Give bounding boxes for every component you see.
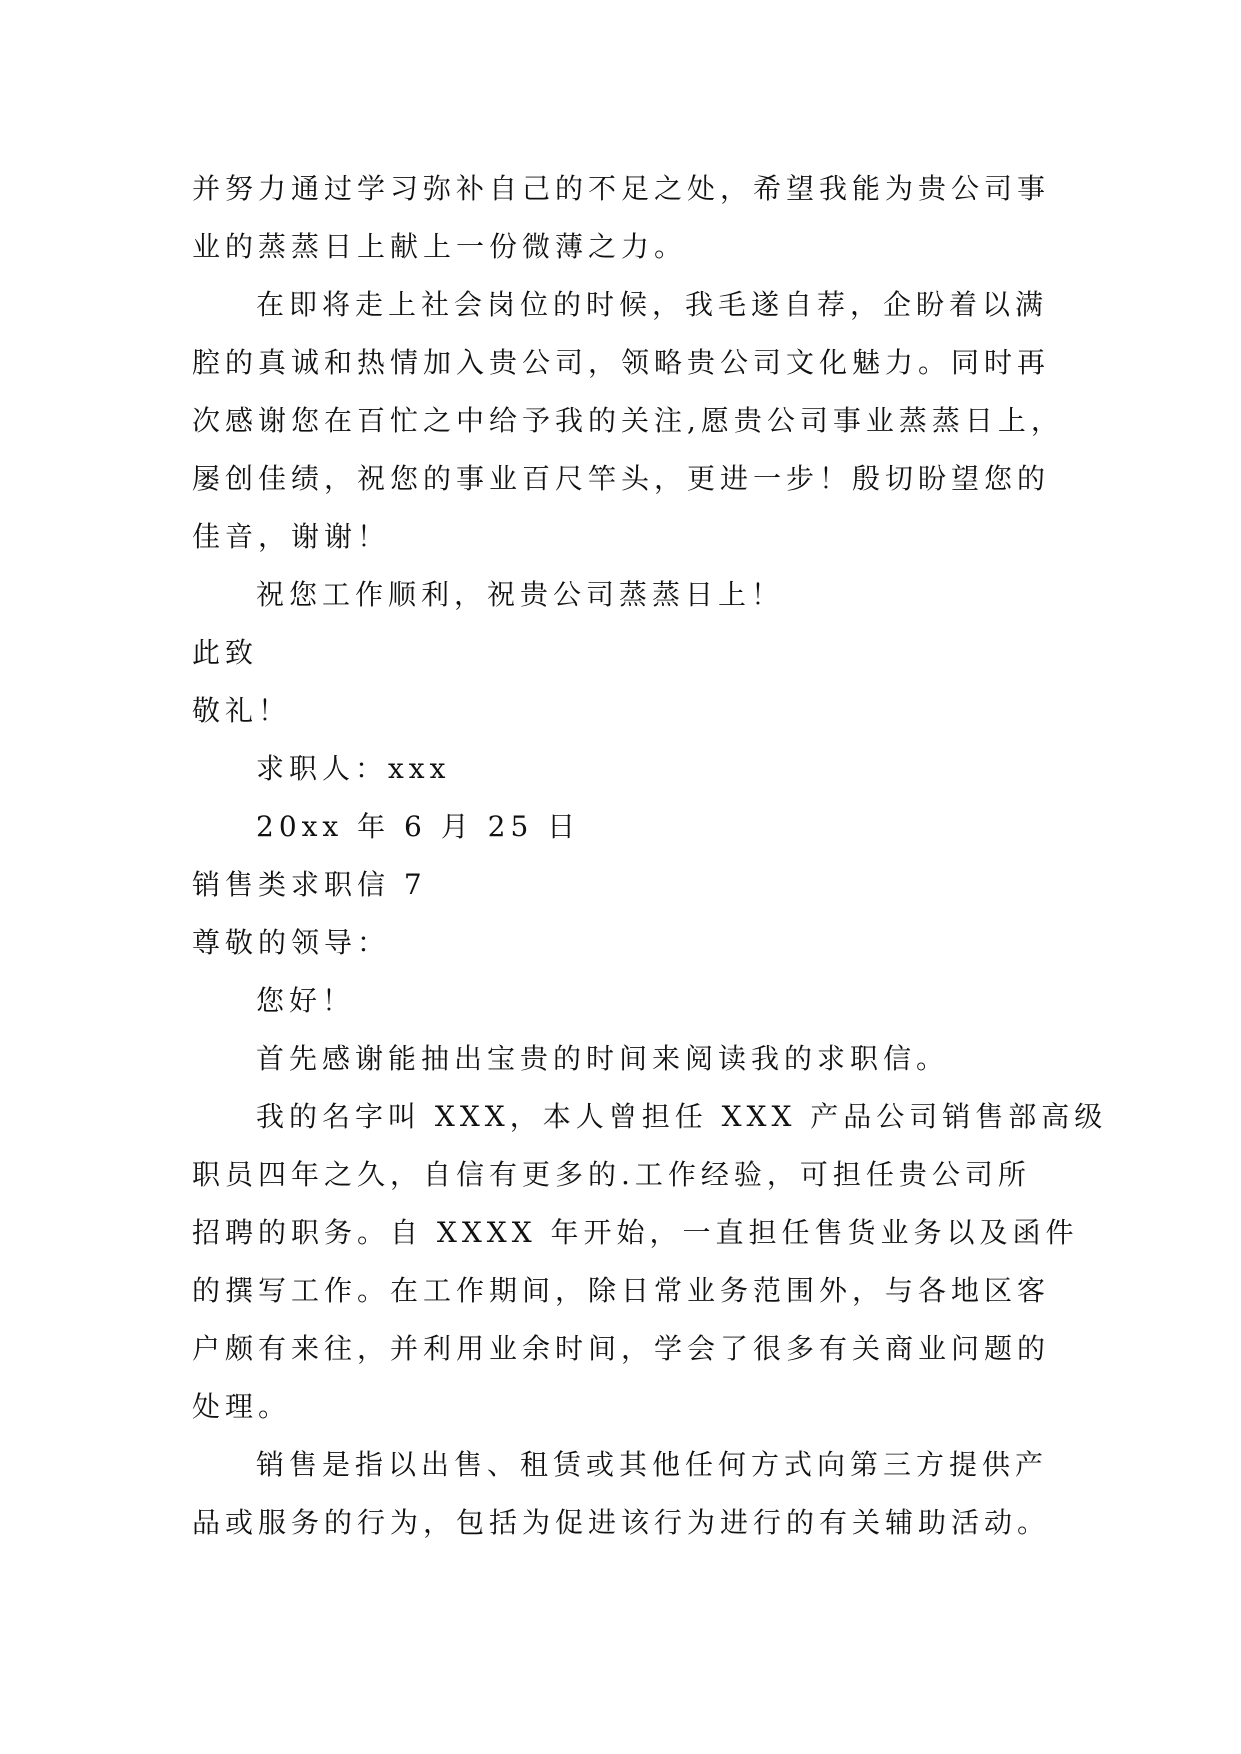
salutation-closing: 此致 [192,636,259,669]
text-line: 您好！ [256,984,356,1017]
text-line: 业的蒸蒸日上献上一份微薄之力。 [192,230,688,263]
text-line: 屡创佳绩，祝您的事业百尺竿头，更进一步！殷切盼望您的 [192,462,1051,495]
text-line: 招聘的职务。自 XXXX 年开始，一直担任售货业务以及函件 [192,1216,1079,1249]
text-line: 品或服务的行为，包括为促进该行为进行的有关辅助活动。 [192,1506,1051,1539]
text-line: 腔的真诚和热情加入贵公司，领略贵公司文化魅力。同时再 [192,346,1051,379]
text-line: 的撰写工作。在工作期间，除日常业务范围外，与各地区客 [192,1274,1051,1307]
text-line: 在即将走上社会岗位的时候，我毛遂自荐，企盼着以满 [256,288,1049,321]
greeting-line: 尊敬的领导： [192,926,391,959]
text-line: 祝您工作顺利，祝贵公司蒸蒸日上！ [256,578,785,611]
text-line: 佳音，谢谢！ [192,520,391,553]
text-line: 次感谢您在百忙之中给予我的关注,愿贵公司事业蒸蒸日上， [192,404,1064,437]
text-line: 首先感谢能抽出宝贵的时间来阅读我的求职信。 [256,1042,950,1075]
document-body [192,160,1108,1552]
text-line: 销售是指以出售、租赁或其他任何方式向第三方提供产 [256,1448,1049,1481]
text-line: 职员四年之久，自信有更多的.工作经验，可担任贵公司所 [192,1158,1031,1191]
salutation-regards: 敬礼！ [192,694,292,727]
text-line: 处理。 [192,1390,292,1423]
text-line: 我的名字叫 XXX，本人曾担任 XXX 产品公司销售部高级 [256,1100,1108,1133]
section-title: 销售类求职信 7 [192,868,427,901]
text-line: 户颇有来往，并利用业余时间，学会了很多有关商业问题的 [192,1332,1051,1365]
signature-line: 求职人：xxx [256,752,451,785]
text-line: 并努力通过学习弥补自己的不足之处，希望我能为贵公司事 [192,172,1051,205]
date-line: 20xx 年 6 月 25 日 [256,810,581,843]
